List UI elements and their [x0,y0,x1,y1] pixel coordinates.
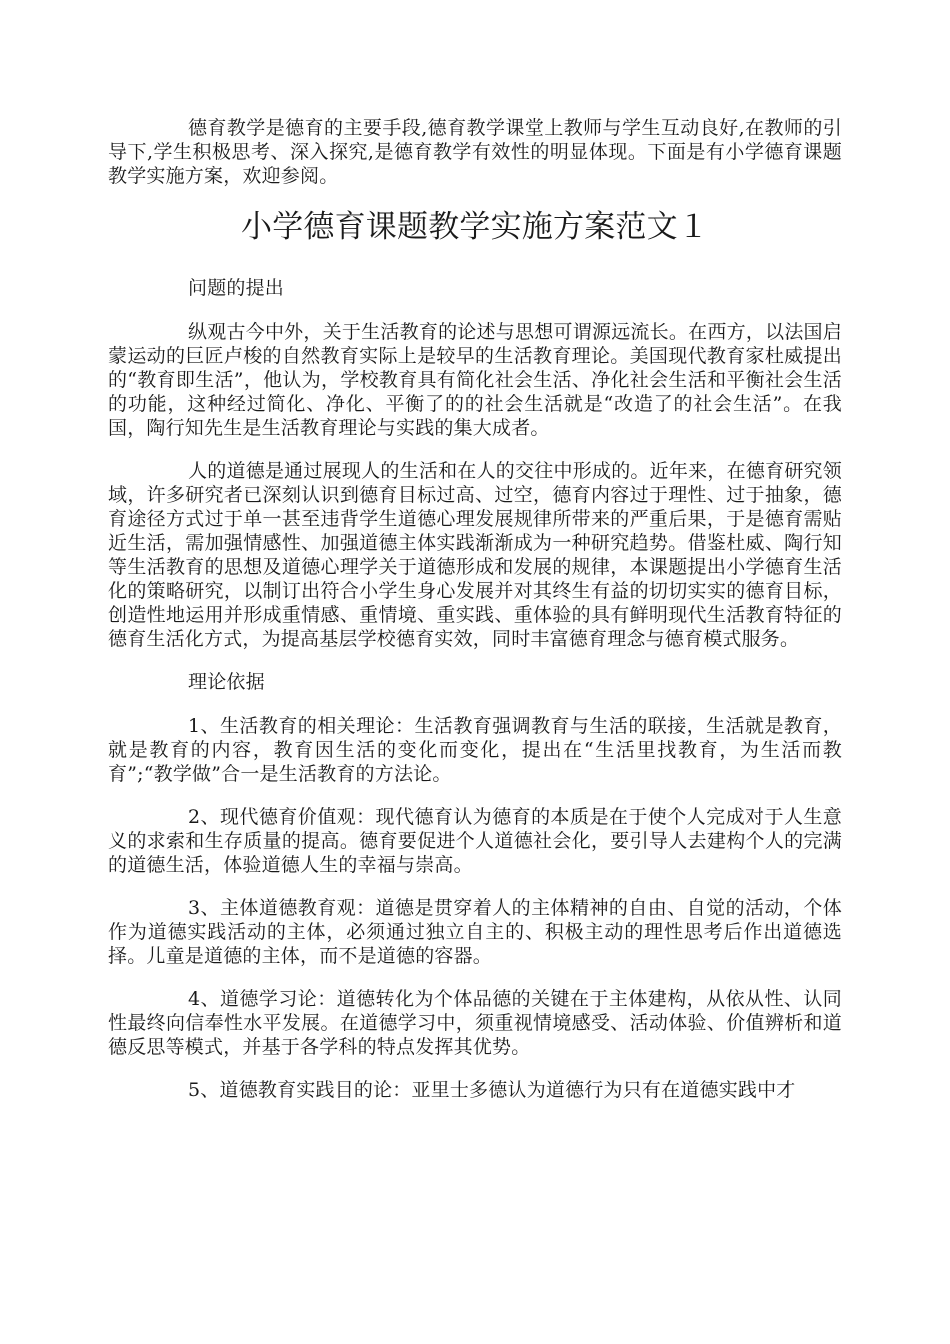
theory-item-2: 2、现代德育价值观：现代德育认为德育的本质是在于使个人完成对于人生意义的求索和生存质量的提高。德育要促进个人道德社会化，要引导人去建构个人的完满的道德生活，体验道德人生的幸福与崇高。 [108,806,842,876]
document-title: 小学德育课题教学实施方案范文１ [241,209,709,245]
section-heading-theory: 理论依据 [188,671,265,693]
theory-item-1: 1、生活教育的相关理论：生活教育强调教育与生活的联接，生活就是教育，就是教育的内容，教育因生活的变化而变化，提出在“生活里找教育，为生活而教育”;“教学做”合一是生活教育的方法论。 [108,715,842,785]
section-heading-problem: 问题的提出 [188,277,285,299]
intro-paragraph: 德育教学是德育的主要手段,德育教学课堂上教师与学生互动良好,在教师的引导下,学生积极思考、深入探究,是德育教学有效性的明显体现。下面是有小学德育课题教学实施方案，欢迎参阅。 [108,117,842,187]
theory-item-5: 5、道德教育实践目的论：亚里士多德认为道德行为只有在道德实践中才 [188,1079,796,1101]
body-paragraph: 人的道德是通过展现人的生活和在人的交往中形成的。近年来，在德育研究领域，许多研究者已深刻认识到德育目标过高、过空，德育内容过于理性、过于抽象，德育途径方式过于单一甚至违背学生道德心理发展规律所带来的严重后果，于是德育需贴近生活，需加强情感性、加强道德主体实践渐渐成为一种研究趋势。借鉴杜威、陶行知等生活教育的思想及道德心理学关于道德形成和发展的规律，本课题提出小学德育生活化的策略研究，以制订出符合小学生身心发展并对其终生有益的切切实实的德育目标，创造性地运用并形成重情感、重情境、重实践、重体验的具有鲜明现代生活教育特征的德育生活化方式，为提高基层学校德育实效，同时丰富德育理念与德育模式服务。 [108,460,842,650]
document-body [108,116,842,1121]
theory-item-3: 3、主体道德教育观：道德是贯穿着人的主体精神的自由、自觉的活动，个体作为道德实践活动的主体，必须通过独立自主的、积极主动的理性思考后作出道德选择。儿童是道德的主体，而不是道德的容器。 [108,897,842,967]
body-paragraph: 纵观古今中外，关于生活教育的论述与思想可谓源远流长。在西方，以法国启蒙运动的巨匠卢梭的自然教育实际上是较早的生活教育理论。美国现代教育家杜威提出的“教育即生活”，他认为，学校教育具有简化社会生活、净化社会生活和平衡社会生活的功能，这种经过简化、净化、平衡了的的社会生活就是“改造了的社会生活”。在我国，陶行知先生是生活教育理论与实践的集大成者。 [108,321,842,439]
theory-item-4: 4、道德学习论：道德转化为个体品德的关键在于主体建构，从依从性、认同性最终向信奉性水平发展。在道德学习中，须重视情境感受、活动体验、价值辨析和道德反思等模式，并基于各学科的特点发挥其优势。 [108,988,842,1058]
